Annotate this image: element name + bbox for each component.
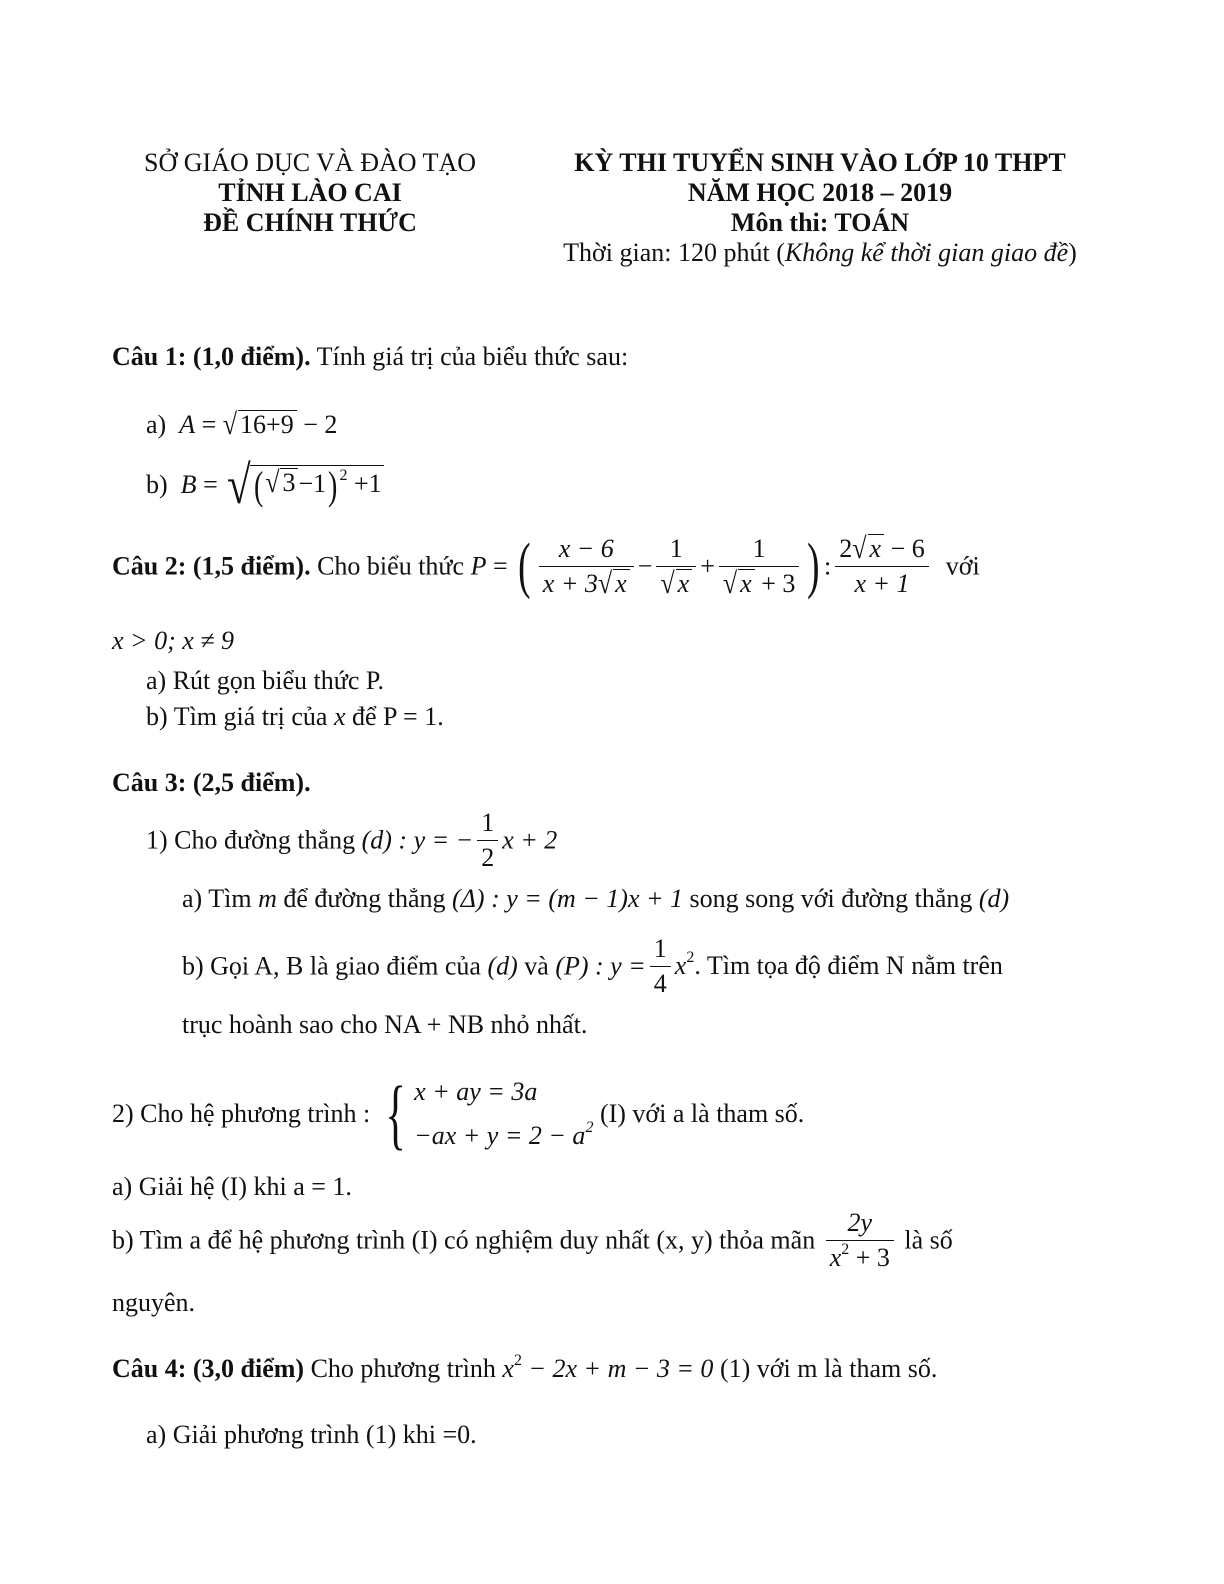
q2-part-b: b) Tìm giá trị của x để P = 1. bbox=[146, 702, 444, 731]
q1-part-b: b) B = √(√ 3 −1) $^2$ +1 bbox=[146, 455, 382, 515]
q3-part-2: 2) Cho hệ phương trình : { x + ay = 3a $-ax + y = 2 - a^2$ (I) với a là tham số. bbox=[112, 1070, 805, 1158]
q4-part-a: a) Giải phương trình (1) khi =0. bbox=[146, 1420, 477, 1449]
q2-label: Câu 2: (1,5 điểm). bbox=[112, 551, 311, 581]
q3-part-1b-line2: trục hoành sao cho NA + NB nhỏ nhất. bbox=[182, 1010, 588, 1039]
q1-part-a: a) A = √ 16+9 − 2 bbox=[146, 407, 338, 442]
school-year: NĂM HỌC 2018 – 2019 bbox=[687, 177, 953, 207]
q2-fraction-3: $\frac{1}{√ x + 3}$ bbox=[719, 534, 800, 599]
province-name: TỈNH LÀO CAI bbox=[218, 177, 402, 207]
q3-part-2b: b) Tìm a để hệ phương trình (I) có nghiệm duy nhất (x, y) thỏa mãn $\frac{2y}{x^2 + 3}$ là số bbox=[112, 1208, 953, 1272]
department-name: SỞ GIÁO DỤC VÀ ĐÀO TẠO bbox=[144, 148, 476, 177]
q1-heading bbox=[112, 342, 628, 372]
q4-label: Câu 4: (3,0 điểm) bbox=[112, 1354, 305, 1383]
subject: Môn thi: TOÁN bbox=[730, 207, 910, 237]
exam-title: KỲ THI TUYỂN SINH VÀO LỚP 10 THPT bbox=[574, 148, 1066, 177]
q2-fraction-2: $\frac{1}{√ x}$ bbox=[656, 534, 696, 599]
official-label: ĐỀ CHÍNH THỨC bbox=[203, 207, 417, 237]
q1-label: Câu 1: (1,0 điểm). bbox=[112, 342, 311, 371]
q4-heading: Câu 4: (3,0 điểm) Cho phương trình $x^2 - 2x + m - 3 = 0$ (1) với m là tham số. bbox=[112, 1352, 938, 1383]
q3-heading: Câu 3: (2,5 điểm). bbox=[112, 768, 311, 797]
q3-part-2b-line2: nguyên. bbox=[112, 1288, 196, 1317]
exam-time: Thời gian: 120 phút (Không kể thời gian giao đề) bbox=[563, 237, 1077, 267]
q2-fraction-1: $\frac{x - 6}{x + 3√ x}$ bbox=[539, 534, 634, 599]
q2-fraction-4: $\frac{2√ x - 6}{x + 1}$ bbox=[835, 534, 929, 599]
q3-equation-system: x + ay = 3a $-ax + y = 2 - a^2$ bbox=[414, 1077, 594, 1151]
q3-part-2a: a) Giải hệ (I) khi a = 1. bbox=[112, 1172, 352, 1201]
q3-part-1a: a) Tìm m để đường thẳng (Δ) : y = (m − 1)x + 1 song song với đường thẳng (d) bbox=[182, 884, 1010, 913]
q2-condition: x > 0; x ≠ 9 bbox=[112, 626, 235, 655]
q3-part-1b: b) Gọi A, B là giao điểm của (d) và (P) : y = $\frac{1}{4}$ $x^2$. Tìm tọa độ điểm N nằm trên bbox=[182, 934, 1003, 998]
q3-part-1: 1) Cho đường thẳng (d) : y = − $\frac{1}{2}$ x + 2 bbox=[146, 808, 558, 872]
header-left bbox=[110, 148, 510, 238]
q2-part-a: a) Rút gọn biểu thức P. bbox=[146, 666, 384, 695]
q1-text: Tính giá trị của biểu thức sau: bbox=[310, 342, 629, 371]
header-right bbox=[530, 148, 1110, 268]
q2-heading: Câu 2: (1,5 điểm). Cho biểu thức P = ( $\frac{x - 6}{x + 3√ x}$ − $\frac{1}{√ x}$ + $\frac{1}{√ x + 3}$ ) : $\frac{2√ x - 6}{x + 1}$ với bbox=[112, 531, 980, 601]
